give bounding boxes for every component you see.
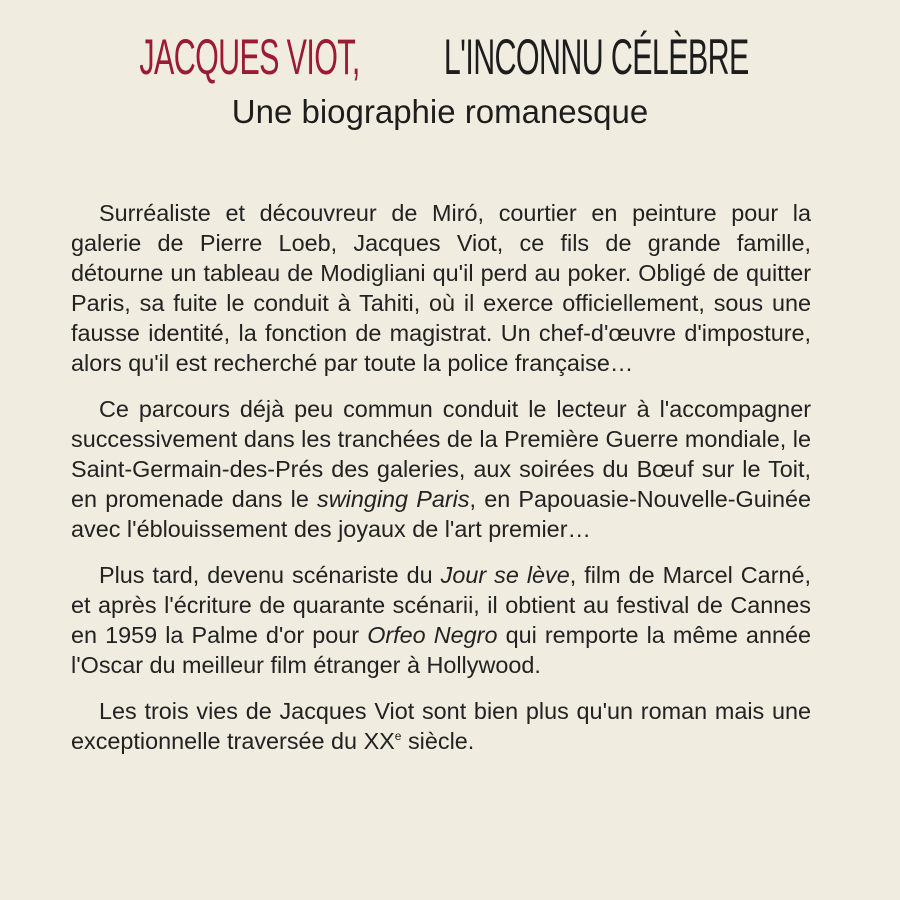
paragraph-3-text-a: Plus tard, devenu scénariste du xyxy=(99,562,441,588)
paragraph-4-text-a: Les trois vies de Jacques Viot sont bien plus qu'un roman mais une exceptionnelle traversée du XX xyxy=(71,698,811,754)
paragraph-4-superscript: e xyxy=(394,729,402,743)
paragraph-3-italic-1: Jour se lève xyxy=(440,562,570,588)
paragraph-4 xyxy=(71,696,811,756)
paragraph-1: Surréaliste et découvreur de Miró, courtier en peinture pour la galerie de Pierre Loeb, Jacques Viot, ce fils de grande famille, détourne un tableau de Modigliani qu'il perd au poker. Obligé de quitter Paris, sa fuite le conduit à Tahiti, où il exerce officiellement, sous une fausse identité, la fonction de magistrat. Un chef-d'œuvre d'imposture, alors qu'il est recherché par toute la police française… xyxy=(71,200,811,376)
paragraph-4-text-b: siècle. xyxy=(401,728,475,754)
paragraph-3 xyxy=(71,560,811,680)
paragraph-2 xyxy=(71,394,811,544)
paragraph-3-text-c: qui remporte la même année l'Oscar du meilleur film étranger à Hollywood. xyxy=(71,622,811,678)
paragraph-3-italic-2: Orfeo Negro xyxy=(367,622,498,648)
title-author-name: JACQUES VIOT, xyxy=(139,29,360,85)
book-title xyxy=(0,22,900,92)
title-rest: L'INCONNU CÉLÈBRE xyxy=(443,29,749,85)
paragraph-2-text-a: Ce parcours déjà peu commun conduit le lecteur à l'accompagner successivement dans les tranchées de la Première Guerre mondiale, le Saint-Germain-des-Prés des galeries, aux soirées du Bœuf sur le Toit, en promenade dans le xyxy=(71,396,811,512)
synopsis xyxy=(71,198,811,772)
paragraph-3-text-b: , film de Marcel Carné, et après l'écriture de quarante scénarii, il obtient au festival de Cannes en 1959 la Palme d'or pour xyxy=(71,562,811,648)
paragraph-2-italic: swinging Paris xyxy=(317,486,470,512)
paragraph-2-text-b: , en Papouasie-Nouvelle-Guinée avec l'éblouissement des joyaux de l'art premier… xyxy=(71,486,811,542)
book-subtitle: Une biographie romanesque xyxy=(231,93,649,130)
